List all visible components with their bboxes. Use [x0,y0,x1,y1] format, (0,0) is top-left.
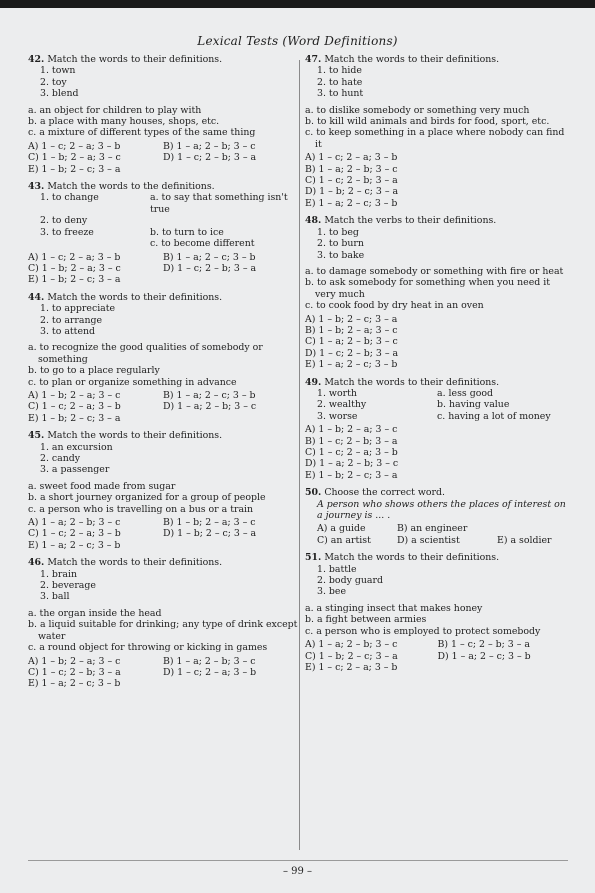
word-item: 2. to arrange [40,314,103,326]
question-number: 45. [28,430,45,442]
question-number: 43. [28,181,45,193]
answer-option-d[interactable]: D) 1 – a; 2 – b; 3 – c [163,401,257,413]
answer-option-e[interactable]: E) 1 – a; 2 – c; 3 – b [28,539,121,551]
answer-option-a[interactable]: A) a guide [317,523,366,535]
question-prompt: Match the words to their definitions. [47,54,223,65]
answer-option-e[interactable]: E) a soldier [497,534,552,546]
definition-item: a. to recognize the good qualities of somebody or something [28,342,263,365]
word-list [305,227,570,261]
answer-option-b[interactable]: B) 1 – c; 2 – b; 3 – a [305,435,398,447]
answer-option-d[interactable]: D) 1 – c; 2 – a; 3 – b [163,666,257,678]
definition-item: b. having value [437,399,510,411]
definition-item: b. a place with many houses, shops, etc. [28,116,220,128]
answer-option-c[interactable]: C) an artist [317,534,371,546]
answer-option-e[interactable]: E) 1 – a; 2 – c; 3 – b [305,197,398,209]
answer-option-a[interactable]: A) 1 – c; 2 – a; 3 – b [28,251,121,263]
word-item: 3. bee [317,586,347,598]
word-item: 1. an excursion [40,441,113,453]
definition-item: c. having a lot of money [437,410,551,422]
word-item: 1. worth [317,387,357,399]
answer-option-c[interactable]: C) 1 – b; 2 – c; 3 – a [305,650,398,662]
answer-option-c[interactable]: C) 1 – c; 2 – a; 3 – b [28,401,121,413]
word-list [28,569,298,603]
answer-options [28,656,298,690]
word-item: 1. town [40,65,76,77]
definition-list [305,105,570,151]
answer-option-e[interactable]: E) 1 – b; 2 – c; 3 – a [305,469,398,481]
answer-option-b[interactable]: B) 1 – a; 2 – b; 3 – c [163,655,256,667]
question-prompt: Match the words to the definitions. [47,181,215,193]
answer-option-d[interactable]: D) 1 – a; 2 – b; 3 – c [305,458,399,470]
word-item: 1. to appreciate [40,303,116,315]
question-number: 42. [28,54,45,65]
match-table [305,388,570,422]
book-page [0,8,595,893]
word-item: 1. to change [40,192,99,204]
definition-item: c. a person who is travelling on a bus or a train [28,503,254,515]
answer-option-c[interactable]: C) 1 – c; 2 – a; 3 – b [28,528,121,540]
answer-options [28,252,298,286]
definition-item [150,215,298,226]
word-item: 1. brain [40,568,78,580]
definition-item: a. an object for children to play with [28,104,202,116]
question-number: 44. [28,291,45,303]
answer-option-b[interactable]: B) 1 – b; 2 – a; 3 – c [305,324,398,336]
answer-option-a[interactable]: A) 1 – b; 2 – a; 3 – c [28,655,121,667]
question-50 [305,487,570,546]
question-prompt: Match the words to their definitions. [324,376,500,388]
answer-options [305,152,570,209]
footer-rule [28,860,568,861]
definition-item: a. to damage somebody or something with fire or heat [305,265,564,277]
word-item: 3. to hunt [317,88,364,100]
question-prompt: Match the words to their definitions. [47,291,223,303]
question-51 [305,552,570,673]
definition-list [28,481,298,515]
answer-option-a[interactable]: A) 1 – b; 2 – a; 3 – c [305,424,398,436]
word-list [28,65,298,99]
word-item: 1. battle [317,563,357,575]
answer-option-a[interactable]: A) 1 – c; 2 – a; 3 – b [28,140,121,152]
answer-option-d[interactable]: D) 1 – c; 2 – b; 3 – a [305,347,399,359]
question-number: 50. [305,487,322,499]
question-prompt: Choose the correct word. [324,487,446,499]
answer-option-e[interactable]: E) 1 – b; 2 – c; 3 – a [28,412,121,424]
answer-option-d[interactable]: D) 1 – b; 2 – c; 3 – a [305,186,399,198]
answer-option-a[interactable]: A) 1 – b; 2 – a; 3 – c [28,389,121,401]
question-prompt: Match the words to their definitions. [324,552,500,564]
definition-item: b. to go to a place regularly [28,365,160,377]
question-44 [28,292,298,424]
answer-option-a[interactable]: A) 1 – a; 2 – b; 3 – c [28,517,121,529]
question-prompt: Match the words to their definitions. [324,54,500,65]
question-number: 46. [28,557,45,569]
answer-option-b[interactable]: B) 1 – a; 2 – b; 3 – c [305,163,398,175]
word-list [305,65,570,99]
answer-options [28,517,298,551]
answer-option-d[interactable]: D) a scientist [397,534,460,546]
question-49 [305,377,570,482]
answer-options [305,424,570,481]
definition-item: c. to plan or organize something in advance [28,376,237,388]
answer-options [28,141,298,175]
answer-options [305,639,570,673]
definition-list [305,603,570,637]
word-item: 2. to burn [317,238,364,250]
question-43 [28,181,298,286]
answer-option-c[interactable]: C) 1 – b; 2 – a; 3 – c [28,262,121,274]
word-item: 3. a passenger [40,464,110,476]
word-item: 2. to hate [317,76,363,88]
page-number: – 99 – [282,866,313,877]
word-item: 3. to attend [40,325,96,337]
answer-option-e[interactable]: E) 1 – b; 2 – c; 3 – a [28,274,121,286]
question-number: 48. [305,215,322,227]
definition-item: b. to kill wild animals and birds for food, sport, etc. [305,116,550,128]
answer-option-b[interactable]: B) 1 – c; 2 – b; 3 – a [437,639,530,651]
answer-option-e[interactable]: E) 1 – b; 2 – c; 3 – a [28,163,121,175]
definition-list [305,266,570,312]
question-sentence: A person who shows others the places of interest on a journey is ... . [317,498,566,522]
question-48 [305,215,570,370]
answer-option-a[interactable]: A) 1 – b; 2 – c; 3 – a [305,313,398,325]
word-item [40,238,150,249]
left-column [28,54,298,696]
answer-option-c[interactable]: C) 1 – c; 2 – a; 3 – b [305,447,398,458]
answer-option-d[interactable]: D) 1 – a; 2 – c; 3 – b [437,650,531,662]
answer-options [305,523,570,546]
word-item: 3. ball [40,591,70,603]
answer-option-c[interactable]: C) 1 – c; 2 – b; 3 – a [305,175,398,187]
word-item: 2. wealthy [317,399,367,411]
word-item: 2. toy [40,76,67,88]
definition-list [28,105,298,139]
definition-item: a. sweet food made from sugar [28,480,176,492]
definition-item: a. to dislike somebody or something very much [305,104,530,116]
word-item: 3. blend [40,88,79,100]
answer-option-d[interactable]: D) 1 – c; 2 – b; 3 – a [163,262,257,274]
definition-item: b. a liquid suitable for drinking; any type of drink except water [28,619,298,642]
definition-item: a. the organ inside the head [28,607,162,619]
definition-item: c. to become different [150,238,255,250]
question-42 [28,54,298,175]
question-45 [28,430,298,551]
answer-options [28,390,298,424]
answer-option-b[interactable]: B) an engineer [397,523,468,535]
question-prompt: Match the verbs to their definitions. [324,215,497,227]
word-item: 3. to bake [317,249,365,261]
word-item: 2. beverage [40,580,96,592]
answer-option-d[interactable]: D) 1 – c; 2 – b; 3 – a [163,152,257,164]
answer-option-e[interactable]: E) 1 – c; 2 – a; 3 – b [305,661,398,673]
word-item: 3. to freeze [40,226,94,238]
definition-item: c. to keep something in a place where nobody can find it [305,127,565,150]
column-divider [299,60,300,850]
answer-option-c[interactable]: C) 1 – c; 2 – b; 3 – a [28,666,121,678]
definition-list [28,608,298,654]
answer-option-a[interactable]: A) 1 – a; 2 – b; 3 – c [305,639,398,651]
word-list [28,442,298,476]
answer-options [305,314,570,371]
definition-item: b. to ask somebody for something when you need it very much [305,277,550,300]
question-number: 47. [305,54,322,65]
definition-item: c. a mixture of different types of the same thing [28,127,256,139]
answer-option-e[interactable]: E) 1 – a; 2 – c; 3 – b [305,359,398,371]
word-item: 1. to beg [317,226,359,238]
question-prompt: Match the words to their definitions. [47,430,223,442]
answer-option-d[interactable]: D) 1 – b; 2 – c; 3 – a [163,528,257,540]
question-46 [28,557,298,689]
word-item: 1. to hide [317,65,362,77]
word-item: 2. candy [40,453,81,464]
question-number: 51. [305,552,322,564]
answer-option-b[interactable]: B) 1 – a; 2 – c; 3 – b [163,389,256,401]
answer-option-b[interactable]: B) 1 – a; 2 – b; 3 – c [163,140,256,152]
word-item: 3. worse [317,410,358,422]
answer-option-a[interactable]: A) 1 – c; 2 – a; 3 – b [305,152,398,164]
definition-item: c. a person who is employed to protect somebody [305,625,541,637]
word-list [28,303,298,337]
word-item: 2. to deny [40,215,88,227]
answer-option-c[interactable]: C) 1 – b; 2 – a; 3 – c [28,152,121,164]
answer-option-c[interactable]: C) 1 – a; 2 – b; 3 – c [305,336,398,348]
definition-item: b. to turn to ice [150,226,224,238]
word-item: 2. body guard [317,575,383,587]
answer-option-b[interactable]: B) 1 – a; 2 – c; 3 – b [163,251,256,263]
definition-item: b. a fight between armies [305,614,427,626]
answer-option-b[interactable]: B) 1 – b; 2 – a; 3 – c [163,517,256,529]
question-47 [305,54,570,209]
word-list [305,564,570,598]
page-title: Lexical Tests (Word Definitions) [197,34,398,48]
definition-item: a. a stinging insect that makes honey [305,602,483,614]
definition-list [28,342,298,388]
definition-item: c. a round object for throwing or kicking in games [28,642,268,654]
answer-option-e[interactable]: E) 1 – a; 2 – c; 3 – b [28,678,121,690]
definition-item: a. less good [437,387,493,399]
match-table [28,192,298,249]
right-column [305,54,570,679]
question-prompt: Match the words to their definitions. [47,557,223,569]
definition-item: b. a short journey organized for a group of people [28,492,266,504]
question-number: 49. [305,376,322,388]
definition-item: a. to say that something isn't true [150,192,288,215]
definition-item: c. to cook food by dry heat in an oven [305,300,484,312]
